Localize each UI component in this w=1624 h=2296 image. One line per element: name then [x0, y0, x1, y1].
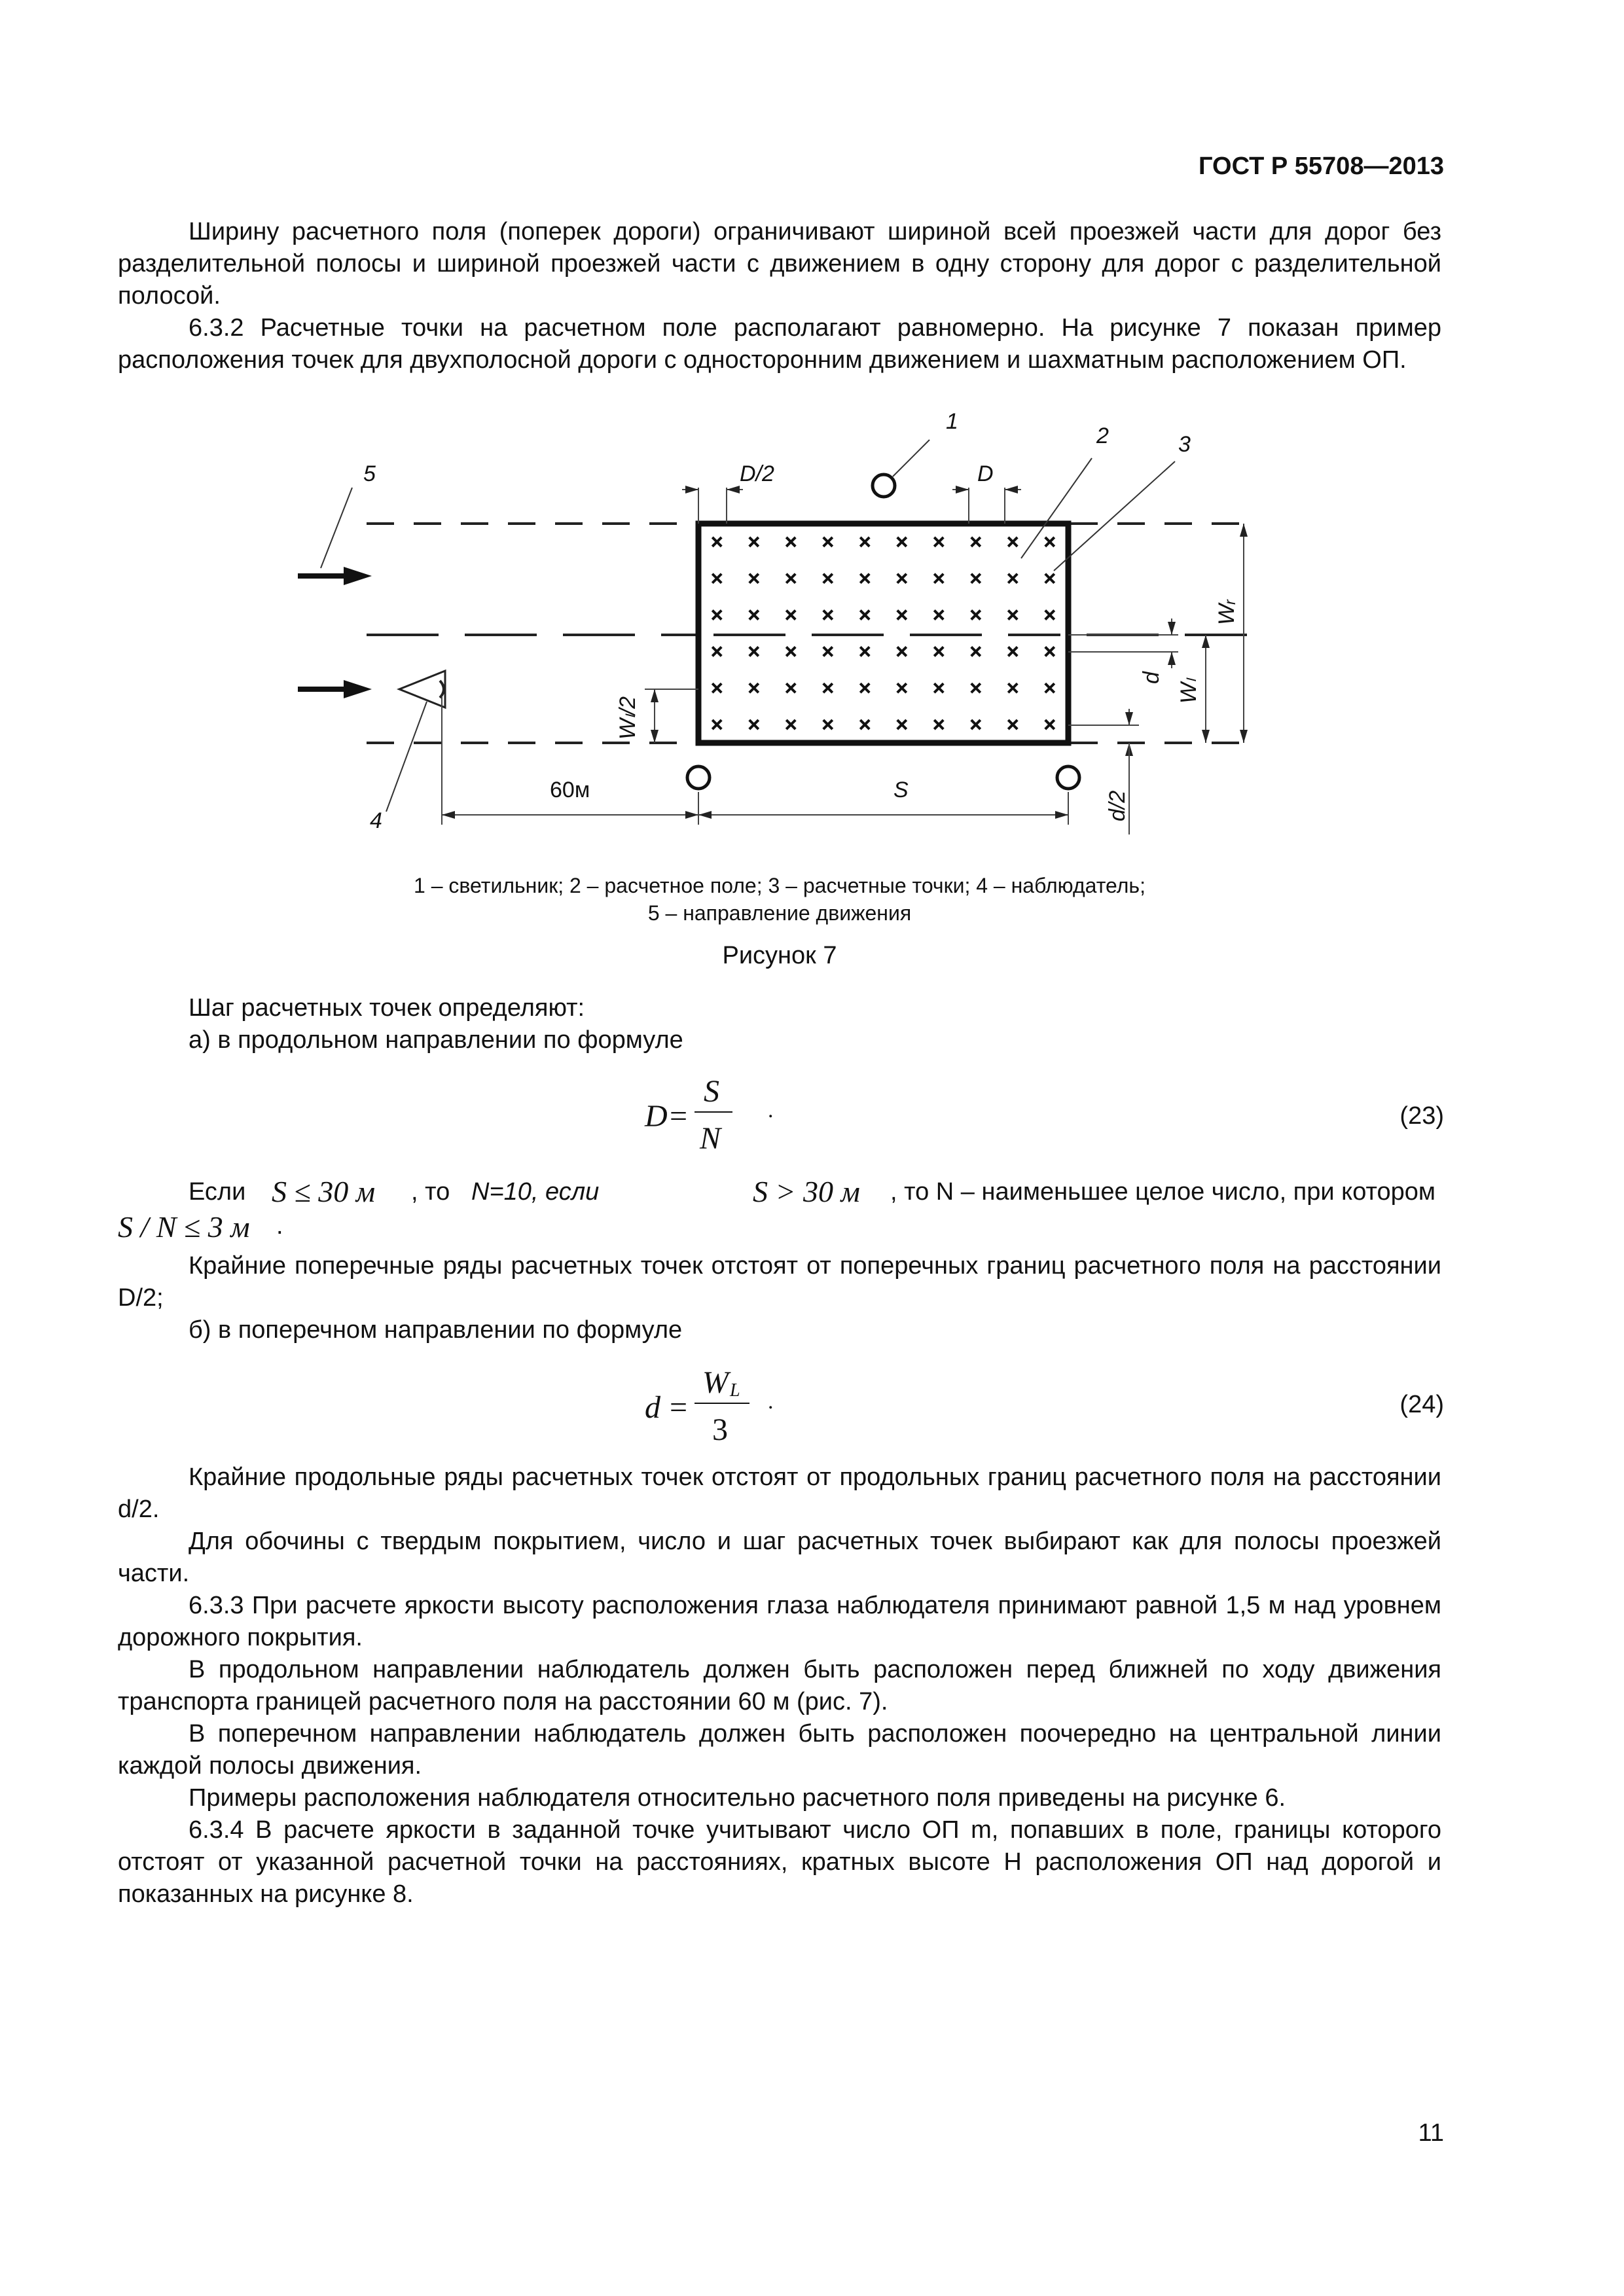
calculation-point: [1008, 647, 1017, 656]
calculation-point: [823, 720, 833, 729]
text-block-rules: [118, 1462, 1441, 1910]
math-expression: S > 30 м: [753, 1175, 860, 1208]
calculation-point: [786, 611, 795, 620]
calculation-point: [1008, 611, 1017, 620]
calculation-point: [897, 720, 907, 729]
calculation-point: [712, 537, 721, 547]
paragraph: Примеры расположения наблюдателя относительно расчетного поля приведены на рисунке 6.: [189, 1784, 1286, 1812]
condition-text: , то: [411, 1178, 450, 1206]
calculation-point: [786, 720, 795, 729]
dim-half-d-label: D/2: [740, 461, 774, 486]
eq23-denominator: N: [700, 1121, 721, 1156]
calculation-point: [712, 574, 721, 583]
calculation-point: [897, 611, 907, 620]
calculation-point: [712, 683, 721, 692]
dim-60m-label: 60м: [550, 778, 590, 802]
caption-line: 1 – светильник; 2 – расчетное поле; 3 – расчетные точки; 4 – наблюдатель;: [414, 874, 1146, 897]
calculation-point: [823, 537, 833, 547]
fraction-bar: [695, 1111, 732, 1113]
calculation-point: [860, 683, 869, 692]
paragraph: а) в продольном направлении по формуле: [189, 1026, 683, 1054]
condition-text: .: [276, 1212, 283, 1240]
math-expression: S ≤ 30 м: [272, 1175, 376, 1208]
calculation-point: [934, 537, 943, 547]
eq24-numerator: W: [702, 1365, 729, 1400]
traffic-direction-arrow: [298, 680, 372, 698]
calculation-point: [860, 574, 869, 583]
eq24-equals: =: [670, 1390, 688, 1425]
dim-d-small-label: d: [1139, 672, 1164, 684]
paragraph: Крайние продольные ряды расчетных точек отстоят от продольных границ расчетного поля на расстоянии d/2.: [118, 1463, 1441, 1523]
fraction-bar: [695, 1403, 749, 1404]
dim-wl-label: Wₗ: [1176, 679, 1201, 704]
paragraph: б) в поперечном направлении по формуле: [189, 1316, 683, 1344]
calculation-point: [934, 647, 943, 656]
calculation-point: [1008, 574, 1017, 583]
calculation-point: [971, 720, 981, 729]
calculation-point: [712, 611, 721, 620]
calculation-point: [897, 574, 907, 583]
calculation-point: [1045, 611, 1055, 620]
calculation-point: [971, 574, 981, 583]
eq24-period: .: [768, 1390, 774, 1414]
equation-number-23: (23): [1399, 1102, 1444, 1130]
calculation-point: [934, 683, 943, 692]
calculation-point: [749, 537, 759, 547]
calculation-point: [786, 647, 795, 656]
calculation-point: [749, 720, 759, 729]
calculation-point: [860, 647, 869, 656]
calculation-point: [1045, 683, 1055, 692]
eq23-numerator: S: [704, 1074, 719, 1109]
calculation-point: [1008, 537, 1017, 547]
dim-d-half-label: d/2: [1105, 790, 1130, 821]
calculation-point: [823, 647, 833, 656]
calculation-point: [749, 611, 759, 620]
calculation-point: [934, 720, 943, 729]
callout-4-label: 4: [370, 808, 382, 833]
calculation-point: [1045, 537, 1055, 547]
calculation-point: [712, 720, 721, 729]
calculation-point: [786, 683, 795, 692]
page-number: 11: [1418, 2119, 1444, 2147]
condition-text: , то N – наименьшее целое число, при котором: [890, 1178, 1436, 1206]
calculation-point: [749, 683, 759, 692]
calculation-point: [749, 574, 759, 583]
figure-title: Рисунок 7: [722, 942, 837, 969]
paragraph: 6.3.2 Расчетные точки на расчетном поле располагают равномерно. На рисунке 7 показан пример расположения точек для двухполосной дороги с односторонним движением и шахматным расположением ОП.: [118, 314, 1441, 374]
calculation-point: [971, 611, 981, 620]
document-id: ГОСТ Р 55708—2013: [1199, 152, 1444, 180]
dim-s-label: S: [893, 778, 909, 802]
calculation-point: [786, 574, 795, 583]
calculation-point: [1045, 647, 1055, 656]
luminaire-icon: [1057, 766, 1079, 789]
paragraph: В поперечном направлении наблюдатель должен быть расположен поочередно на центральной линии каждой полосы движения.: [118, 1720, 1441, 1780]
paragraph: Шаг расчетных точек определяют:: [189, 994, 585, 1022]
calculation-point: [897, 683, 907, 692]
calculation-points: [712, 537, 1055, 729]
observer-eye-icon: [399, 671, 445, 708]
calculation-point: [934, 574, 943, 583]
calculation-point: [1008, 683, 1017, 692]
paragraph: 6.3.3 При расчете яркости высоту расположения глаза наблюдателя принимают равной 1,5 м над уровнем дорожного покрытия.: [118, 1592, 1441, 1651]
figure-7-diagram: [0, 0, 1624, 870]
calculation-point: [712, 647, 721, 656]
calculation-point: [971, 647, 981, 656]
traffic-direction-arrow: [298, 567, 372, 585]
calculation-point: [1045, 720, 1055, 729]
calculation-field: [698, 524, 1068, 743]
eq23-lhs: D: [645, 1099, 668, 1134]
calculation-point: [786, 537, 795, 547]
calculation-point: [897, 537, 907, 547]
figure-caption: [118, 872, 1441, 927]
eq23-equals: =: [670, 1099, 688, 1134]
text-block-step: [118, 992, 1441, 1056]
dim-wr-label: Wᵣ: [1214, 600, 1239, 625]
condition-block: [118, 1172, 1441, 1244]
paragraph: Ширину расчетного поля (поперек дороги) ограничивают шириной всей проезжей части для дорог без разделительной полосы и шириной проезжей части с движением в одну сторону для дорог с разделительной полосой.: [118, 218, 1441, 310]
dim-d-label: D: [977, 461, 994, 486]
callout-5-label: 5: [363, 461, 376, 486]
luminaire-icon: [873, 475, 895, 497]
condition-text: Если: [189, 1178, 246, 1206]
eq24-lhs: d: [645, 1390, 660, 1425]
calculation-point: [823, 611, 833, 620]
condition-text: N=10, если: [471, 1178, 600, 1206]
calculation-point: [860, 611, 869, 620]
eq24-denominator: 3: [712, 1412, 728, 1447]
calculation-point: [934, 611, 943, 620]
dim-wl-half-label: Wₗ/2: [615, 696, 640, 740]
calculation-point: [860, 720, 869, 729]
calculation-point: [823, 574, 833, 583]
calculation-point: [1008, 720, 1017, 729]
calculation-point: [897, 647, 907, 656]
equation-number-24: (24): [1399, 1391, 1444, 1418]
callout-3-label: 3: [1178, 432, 1191, 457]
calculation-point: [971, 683, 981, 692]
calculation-point: [749, 647, 759, 656]
callout-1-label: 1: [946, 409, 958, 434]
paragraph: Для обочины с твердым покрытием, число и шаг расчетных точек выбирают как для полосы проезжей части.: [118, 1528, 1441, 1587]
caption-line: 5 – направление движения: [647, 901, 912, 925]
paragraph: Крайние поперечные ряды расчетных точек отстоят от поперечных границ расчетного поля на расстоянии D/2;: [118, 1252, 1441, 1312]
calculation-point: [823, 683, 833, 692]
callout-2-label: 2: [1096, 423, 1109, 448]
math-expression: S / N ≤ 3 м: [118, 1210, 250, 1244]
calculation-point: [1045, 574, 1055, 583]
calculation-point: [971, 537, 981, 547]
eq24-numerator-subscript: L: [730, 1380, 740, 1401]
paragraph: В продольном направлении наблюдатель должен быть расположен перед ближней по ходу движения транспорта границей расчетного поля на расстоянии 60 м (рис. 7).: [118, 1656, 1441, 1715]
calculation-point: [860, 537, 869, 547]
eq23-period: .: [768, 1098, 774, 1122]
text-block-transverse: [118, 1250, 1441, 1346]
luminaire-icon: [687, 766, 710, 789]
paragraph: 6.3.4 В расчете яркости в заданной точке учитывают число ОП m, попавших в поле, границы которого отстоят от указанной расчетной точки на расстояниях, кратных высоте H расположения ОП над дорогой и показанных на рисунке 8.: [118, 1816, 1441, 1908]
